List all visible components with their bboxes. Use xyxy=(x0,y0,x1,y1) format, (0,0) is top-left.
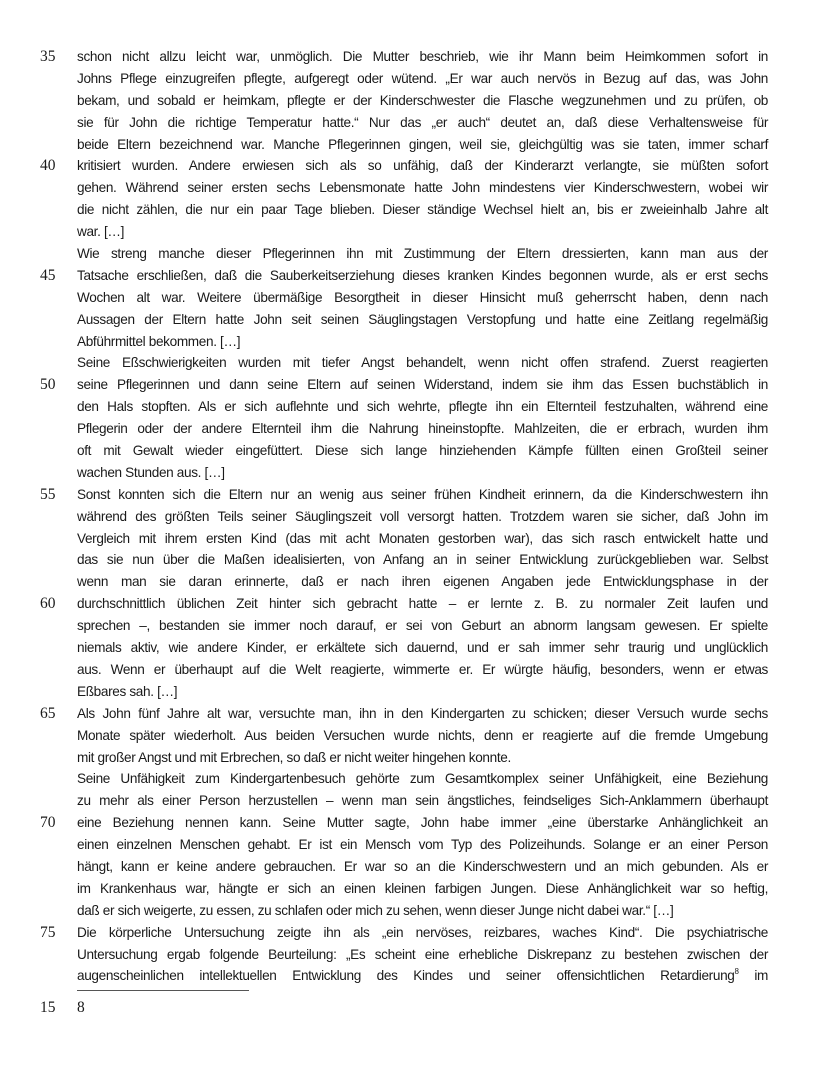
line-number: 40 xyxy=(40,157,56,175)
line-text: kritisiert wurden. Andere erwiesen sich als so unfähig, daß der Kinderarzt verlangte, sie müßten sofort xyxy=(77,158,768,174)
line-number: 65 xyxy=(40,704,56,722)
text-line xyxy=(0,768,828,790)
line-text: Seine Eßschwierigkeiten wurden mit tiefer Angst behandelt, wenn nicht offen strafend. Zuerst reagierten xyxy=(77,355,768,371)
text-line xyxy=(0,747,828,769)
text-line xyxy=(0,681,828,703)
text-line xyxy=(0,637,828,659)
line-number: 35 xyxy=(40,48,56,65)
text-line xyxy=(0,199,828,221)
line-text: sie für John die richtige Temperatur hatte.“ Nur das „er auch“ deutet an, daß diese Verhaltensweise für xyxy=(77,114,768,130)
text-line xyxy=(0,396,828,418)
text-line xyxy=(0,506,828,528)
line-text: Johns Pflege einzugreifen pflegte, aufgeregt oder wütend. „Er war auch nervös in Bezug auf das, was John xyxy=(77,70,768,86)
text-line xyxy=(0,593,828,615)
line-text: Eßbares sah. […] xyxy=(77,683,178,699)
text-line xyxy=(0,615,828,637)
line-text-after-footnote: im xyxy=(738,968,768,984)
text-line xyxy=(0,374,828,396)
line-text: wachen Stunden aus. […] xyxy=(77,464,225,480)
line-text: eine Beziehung nennen kann. Seine Mutter sagte, John habe immer „eine überstarke Anhänglichkeit an xyxy=(77,815,768,831)
text-line xyxy=(0,725,828,747)
line-text: schon nicht allzu leicht war, unmöglich. Die Mutter beschrieb, wie ihr Mann beim Heimkommen sofort in xyxy=(77,49,768,64)
text-line xyxy=(0,462,828,484)
line-number: 55 xyxy=(40,485,56,503)
text-line xyxy=(0,46,828,68)
line-text-before-footnote: augenscheinlichen intellektuellen Entwicklung des Kindes und seiner offensichtlichen Retardierung xyxy=(77,968,735,984)
text-line xyxy=(0,790,828,812)
text-line xyxy=(0,155,828,177)
text-line xyxy=(0,944,828,966)
line-text: gehen. Während seiner ersten sechs Lebensmonate hatte John mindestens vier Kinderschwestern, wobei wir xyxy=(77,180,768,196)
text-line xyxy=(0,287,828,309)
line-text: daß er sich weigerte, zu essen, zu schlafen oder mich zu sehen, wenn dieser Junge nicht dabei war.“ […] xyxy=(77,902,674,918)
text-line xyxy=(0,112,828,134)
line-number: 45 xyxy=(40,266,56,284)
line-number: 75 xyxy=(40,923,56,941)
line-text: wenn man sie daran erinnerte, daß er nach ihren eigenen Angaben jede Entwicklungsphase in der xyxy=(77,574,768,590)
line-text: sprechen –, bestanden sie immer noch darauf, er sei von Geburt an abnorm langsam gewesen. Er spielte xyxy=(77,618,768,634)
line-text: Wie streng manche dieser Pflegerinnen ihn mit Zustimmung der Eltern dressierten, kann man aus der xyxy=(77,246,768,262)
line-text: zu mehr als einer Person herzustellen – wenn man sein ängstliches, feindseliges Sich-Anklammern überhaupt xyxy=(77,793,768,809)
text-line xyxy=(0,484,828,506)
line-text: Seine Unfähigkeit zum Kindergartenbesuch gehörte zum Gesamtkomplex seiner Unfähigkeit, eine Beziehung xyxy=(77,771,768,787)
line-text: Sonst konnten sich die Eltern nur an wenig aus seiner frühen Kindheit erinnern, da die Kinderschwestern ihn xyxy=(77,486,768,502)
line-text: Monate später wiederholt. Aus beiden Versuchen wurde nichts, denn er reagierte auf die fremde Umgebung xyxy=(77,727,768,743)
line-text: aus. Wenn er überhaupt auf die Welt reagierte, wimmerte er. Er würgte häufig, besonders, wenn er etwas xyxy=(77,661,768,677)
text-line xyxy=(0,68,828,90)
line-text: Untersuchung ergab folgende Beurteilung: „Es scheint eine erhebliche Diskrepanz zu bestehen zwischen der xyxy=(77,946,768,962)
line-text: Aussagen der Eltern hatte John seit seinen Säuglingstagen Verstopfung und hatte eine Zeitlang regelmäßig xyxy=(77,311,768,327)
footnote-reference: 8 xyxy=(734,967,739,977)
line-text: mit großer Angst und mit Erbrechen, so daß er nicht weiter hingehen konnte. xyxy=(77,749,511,765)
line-text: das sie nun über die Maßen idealisierten, von Anfang an in seiner Entwicklung zurückgeblieben war. Selbst xyxy=(77,552,768,568)
line-text: Wochen alt war. Weitere übermäßige Besorgtheit in dieser Hinsicht muß geherrscht haben, denn nach xyxy=(77,289,768,305)
text-line xyxy=(0,549,828,571)
footer-line-number: 15 xyxy=(40,999,56,1016)
text-line xyxy=(0,528,828,550)
line-text: Als John fünf Jahre alt war, versuchte man, ihn in den Kindergarten zu schicken; dieser Versuch wurde sechs xyxy=(77,705,768,721)
text-line xyxy=(0,177,828,199)
text-line xyxy=(0,571,828,593)
text-line xyxy=(0,703,828,725)
line-text: den Hals stopften. Als er sich auflehnte und sich wehrte, pflegte ihn ein Elternteil festzuhalten, während eine xyxy=(77,399,768,415)
text-line xyxy=(0,265,828,287)
line-text: während des größten Teils seiner Säuglingszeit voll versorgt hatten. Trotzdem waren sie sicher, daß John im xyxy=(77,508,768,524)
text-body xyxy=(0,46,828,987)
text-line xyxy=(0,90,828,112)
line-text: im Krankenhaus war, hängte er sich an einen kleinen farbigen Jungen. Diese Anhänglichkeit war so heftig, xyxy=(77,880,768,896)
line-text: durchschnittlich üblichen Zeit hinter sich gebracht hatte – er lernte z. B. zu normaler Zeit laufen und xyxy=(77,596,768,612)
line-text: oft mit Gewalt wieder eingefüttert. Diese sich lange hinziehenden Kämpfe füllten einen Großteil seiner xyxy=(77,443,768,459)
line-text: Die körperliche Untersuchung zeigte ihn als „ein nervöses, reizbares, waches Kind“. Die psychiatrische xyxy=(77,924,768,940)
text-line xyxy=(0,352,828,374)
text-line xyxy=(0,878,828,900)
line-text: Vergleich mit ihrem ersten Kind (das mit acht Monaten gestorben war), das sich rasch entwickelt hatte und xyxy=(77,530,768,546)
line-text: bekam, und sobald er heimkam, pflegte er der Kinderschwester die Flasche wegzunehmen und zu prüfen, ob xyxy=(77,92,768,108)
line-text: seine Pflegerinnen und dann seine Eltern auf seinen Widerstand, indem sie ihm das Essen buchstäblich in xyxy=(77,377,768,393)
text-line xyxy=(0,834,828,856)
line-text: Tatsache erschließen, daß die Sauberkeitserziehung dieses kranken Kindes begonnen wurde, als er erst sechs xyxy=(77,267,768,283)
line-number: 60 xyxy=(40,595,56,613)
text-line xyxy=(0,243,828,265)
line-text: niemals aktiv, wie andere Kinder, er erkältete sich dauernd, und er sah immer sehr traurig und unglücklich xyxy=(77,640,768,656)
line-text: Pflegerin oder der andere Elternteil ihm die Nahrung hineinstopfte. Mahlzeiten, die er erbrach, wurden ihm xyxy=(77,421,768,437)
text-line xyxy=(0,309,828,331)
line-text: hängt, kann er keine andere gebrauchen. Er war so an die Kinderschwestern und an mich gebunden. Als er xyxy=(77,858,768,874)
footnote-divider xyxy=(77,990,249,991)
line-text: Abführmittel bekommen. […] xyxy=(77,333,241,349)
text-line xyxy=(0,922,828,944)
text-line xyxy=(0,965,828,987)
text-line xyxy=(0,134,828,156)
footnote-marker: 8 xyxy=(77,999,85,1016)
text-line xyxy=(0,418,828,440)
text-line xyxy=(0,856,828,878)
line-text xyxy=(77,965,768,987)
text-line xyxy=(0,331,828,353)
line-text: die nicht zählen, die nur ein paar Tage blieben. Dieser ständige Wechsel hielt an, bis er zweieinhalb Jahre alt xyxy=(77,202,768,218)
text-line xyxy=(0,221,828,243)
line-number: 70 xyxy=(40,814,56,832)
line-number: 50 xyxy=(40,376,56,394)
line-text: war. […] xyxy=(77,224,125,240)
line-text: einen einzelnen Menschen gehabt. Er ist ein Mensch vom Typ des Polizeihunds. Solange er an einer Person xyxy=(77,837,768,853)
line-text: beide Eltern bezeichnend war. Manche Pflegerinnen gingen, weil sie, gleichgültig was sie taten, immer scharf xyxy=(77,136,768,152)
text-line xyxy=(0,440,828,462)
text-line xyxy=(0,659,828,681)
text-line xyxy=(0,900,828,922)
text-line xyxy=(0,812,828,834)
